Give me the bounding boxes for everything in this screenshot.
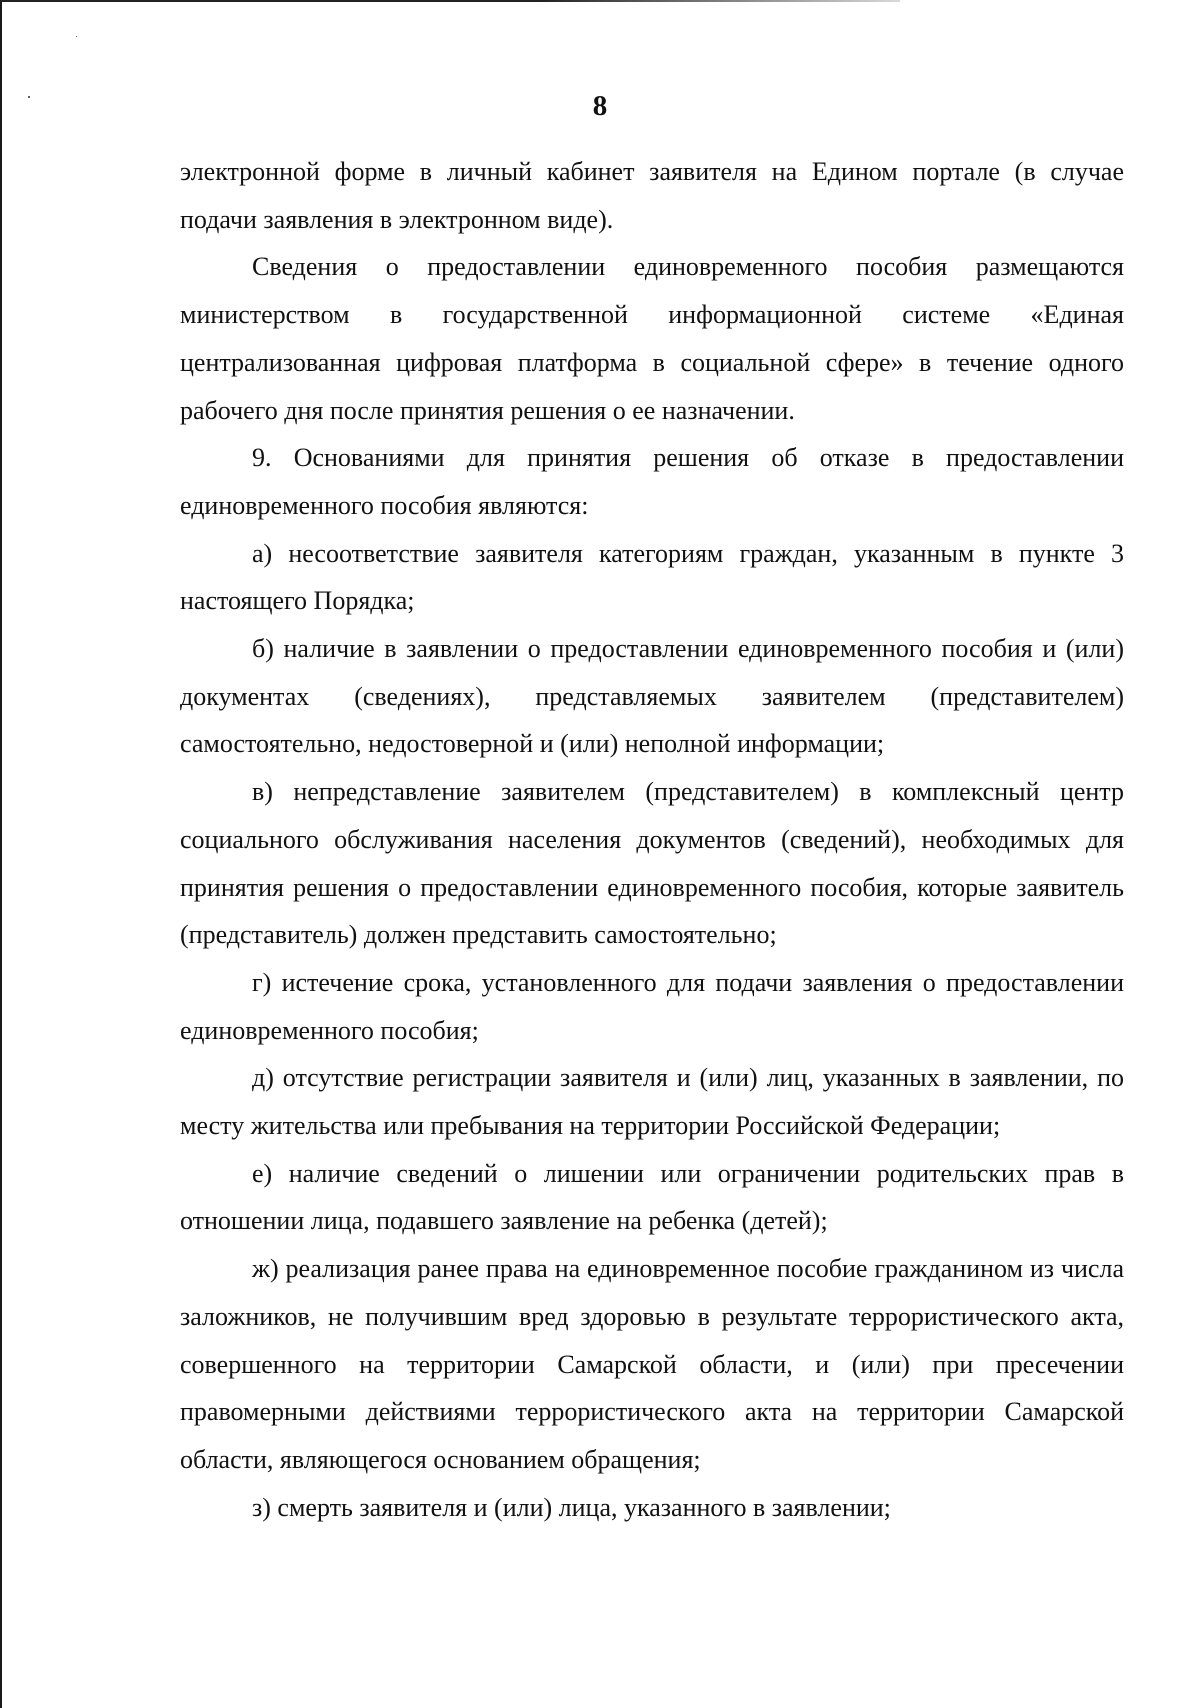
list-item-e: е) наличие сведений о лишении или ограничении родительских прав в отношении лица, подавшего заявление на ребенка (детей); (180, 1158, 1124, 1236)
list-item-a: а) несоответствие заявителя категориям граждан, указанным в пункте 3 настоящего Порядка; (180, 538, 1124, 616)
list-item-g: г) истечение срока, установленного для подачи заявления о предоставлении единовременного пособия; (180, 967, 1124, 1045)
paragraph-refusal-grounds: 9. Основаниями для принятия решения об отказе в предоставлении единовременного пособия являются: (180, 443, 1124, 520)
list-item-zh: ж) реализация ранее права на единовременное пособие гражданином из числа заложников, не получившим вред здоровью в результате террористического акта, совершенного на территории Самарской области, и (или) при пресечении правомерными действиями террористического акта на территории Самарской области, являющегося основанием обращения; (180, 1254, 1124, 1474)
scan-edge-top (0, 0, 900, 2)
list-item-z: з) смерть заявителя и (или) лица, указанного в заявлении; (252, 1492, 891, 1522)
document-body (180, 148, 1124, 1531)
list-item-v: в) непредставление заявителем (представителем) в комплексный центр социального обслуживания населения документов (сведений), необходимых для принятия решения о предоставлении единовременного пособия, которые заявитель (представитель) должен представить самостоятельно; (180, 777, 1124, 950)
scan-speck (76, 36, 77, 37)
paragraph-info-placement: Сведения о предоставлении единовременного пособия размещаются министерством в государственной информационной системе «Единая централизованная цифровая платформа в социальной сфере» в течение одного рабочего дня после принятия решения о ее назначении. (180, 252, 1124, 425)
page-number: 8 (592, 90, 608, 122)
scan-edge-left (0, 0, 2, 1708)
list-item-d: д) отсутствие регистрации заявителя и (или) лиц, указанных в заявлении, по месту жительства или пребывания на территории Российской Федерации; (180, 1063, 1124, 1141)
paragraph-continuation: электронной форме в личный кабинет заявителя на Едином портале (в случае подачи заявления в электронном виде). (180, 157, 1124, 234)
list-item-b: б) наличие в заявлении о предоставлении единовременного пособия и (или) документах (сведениях), представляемых заявителем (представителем) самостоятельно, недостоверной и (или) неполной информации; (180, 634, 1124, 759)
